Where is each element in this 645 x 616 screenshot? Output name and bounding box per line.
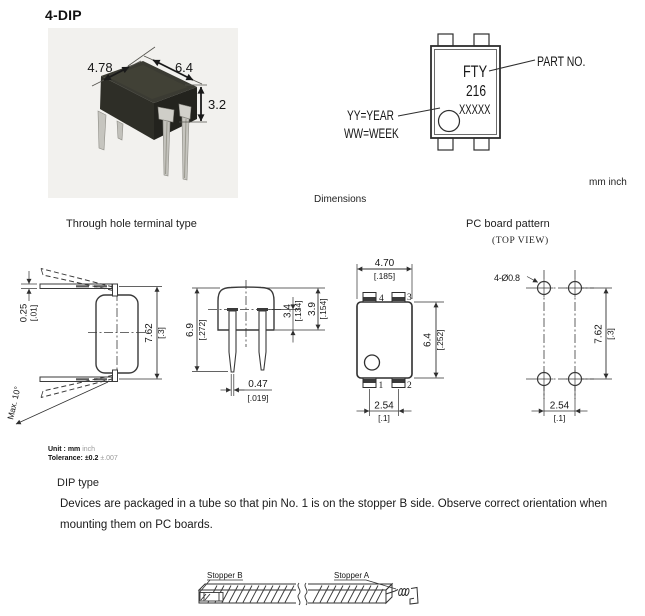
front-right-pin <box>259 311 266 370</box>
unit-inch: inch <box>82 446 96 453</box>
page-title: 4-DIP <box>45 7 82 23</box>
side-max-angle: Max. 10° <box>5 385 23 421</box>
front-height-mm: 6.9 <box>185 323 196 337</box>
tube-drawing <box>178 552 450 616</box>
front-left-pin <box>229 311 236 372</box>
top-pitch-in: [.1] <box>378 413 390 423</box>
front-h2-in: [.154] <box>318 298 328 320</box>
marking-line3: XXXXX <box>459 102 491 118</box>
pcb-holes-label: 4-Ø0.8 <box>494 273 520 283</box>
stopper-a-label: Stopper A <box>334 571 370 580</box>
pc-board-pattern-title: PC board pattern <box>466 218 550 230</box>
unit-label: Unit : <box>48 446 68 453</box>
pin2-number: 2 <box>407 381 412 391</box>
side-lead-thickness-in: [.01] <box>28 304 39 322</box>
photo-dim-height-label: 3.2 <box>208 97 227 112</box>
tolerance-mm: ±0.2 <box>84 455 99 462</box>
side-pitch-mm: 7.62 <box>144 323 155 343</box>
front-h2-mm: 3.9 <box>307 302 318 316</box>
side-lead-thickness-mm: 0.25 <box>18 303 30 323</box>
front-height-in: [.272] <box>197 319 207 341</box>
side-view-drawing <box>5 269 166 425</box>
package-pin <box>474 138 489 150</box>
marking-diagram <box>330 30 645 165</box>
part-no-leader <box>489 60 535 71</box>
pin1-indicator-circle <box>439 111 460 132</box>
package-pin <box>438 34 453 46</box>
dip-type-paragraph: Devices are packaged in a tube so that pin No. 1 is on the stopper B side. Observe correct orientation when mounting them on PC boards. <box>60 498 608 531</box>
pcb-row-pitch-mm: 7.62 <box>593 324 605 344</box>
stopper-a-detail <box>386 588 418 605</box>
photo-dim-length-label: 6.4 <box>174 60 194 75</box>
chip-pins-rear <box>117 121 123 140</box>
side-pitch-in: [.3] <box>156 327 166 339</box>
front-h1-mm: 3.4 <box>282 304 294 318</box>
side-dim-lines <box>16 271 162 424</box>
photo-dim-width-label: 4.78 <box>87 60 113 75</box>
unit-mm: mm <box>67 446 81 453</box>
pin4-number: 4 <box>379 294 384 304</box>
package-pin <box>438 138 453 150</box>
top-width-in: [.185] <box>373 271 396 281</box>
front-h1-in: [.134] <box>293 300 303 322</box>
dip-type-heading: DIP type <box>57 477 99 489</box>
stopper-b-detail <box>200 593 223 602</box>
marking-line2: 216 <box>466 81 487 100</box>
top-view-drawing <box>357 258 446 423</box>
dimensions-label: Dimensions <box>314 194 367 205</box>
pcb-col-pitch-mm: 2.54 <box>549 400 570 412</box>
top-width-mm: 4.70 <box>374 258 395 269</box>
tube-hatching <box>208 586 383 603</box>
pin1-number: 1 <box>378 381 384 391</box>
year-code-label: YY=YEAR <box>347 107 394 124</box>
component-photo <box>48 28 238 198</box>
front-lead-width-in: [.019] <box>247 393 269 403</box>
week-code-label: WW=WEEK <box>344 125 399 142</box>
photo-caption: Through hole terminal type <box>66 218 197 230</box>
pcb-pattern-drawing <box>494 270 616 423</box>
pin3-number: 3 <box>407 293 412 303</box>
top-pitch-mm: 2.54 <box>374 400 394 412</box>
pcb-dim-lines <box>527 277 612 417</box>
part-no-label: PART NO. <box>537 53 586 70</box>
front-view-drawing <box>185 280 328 403</box>
top-depth-in: [.252] <box>435 329 445 351</box>
date-code-leader <box>398 108 440 116</box>
stopper-b-label: Stopper B <box>207 571 243 580</box>
units-note: mm inch <box>589 177 627 188</box>
unit-tolerance-note <box>48 445 118 463</box>
dimension-drawings <box>0 250 645 450</box>
pcb-col-pitch-in: [.1] <box>553 413 566 423</box>
tolerance-label: Tolerance: <box>48 455 85 462</box>
marking-line1: FTY <box>463 62 488 82</box>
top-depth-mm: 6.4 <box>422 333 434 347</box>
tolerance-inch: ±.007 <box>100 455 118 462</box>
package-pin <box>474 34 489 46</box>
pcb-row-pitch-in: [.3] <box>605 328 616 340</box>
top-view-subtitle: (TOP VIEW) <box>492 236 549 246</box>
front-lead-width-mm: 0.47 <box>248 379 268 390</box>
